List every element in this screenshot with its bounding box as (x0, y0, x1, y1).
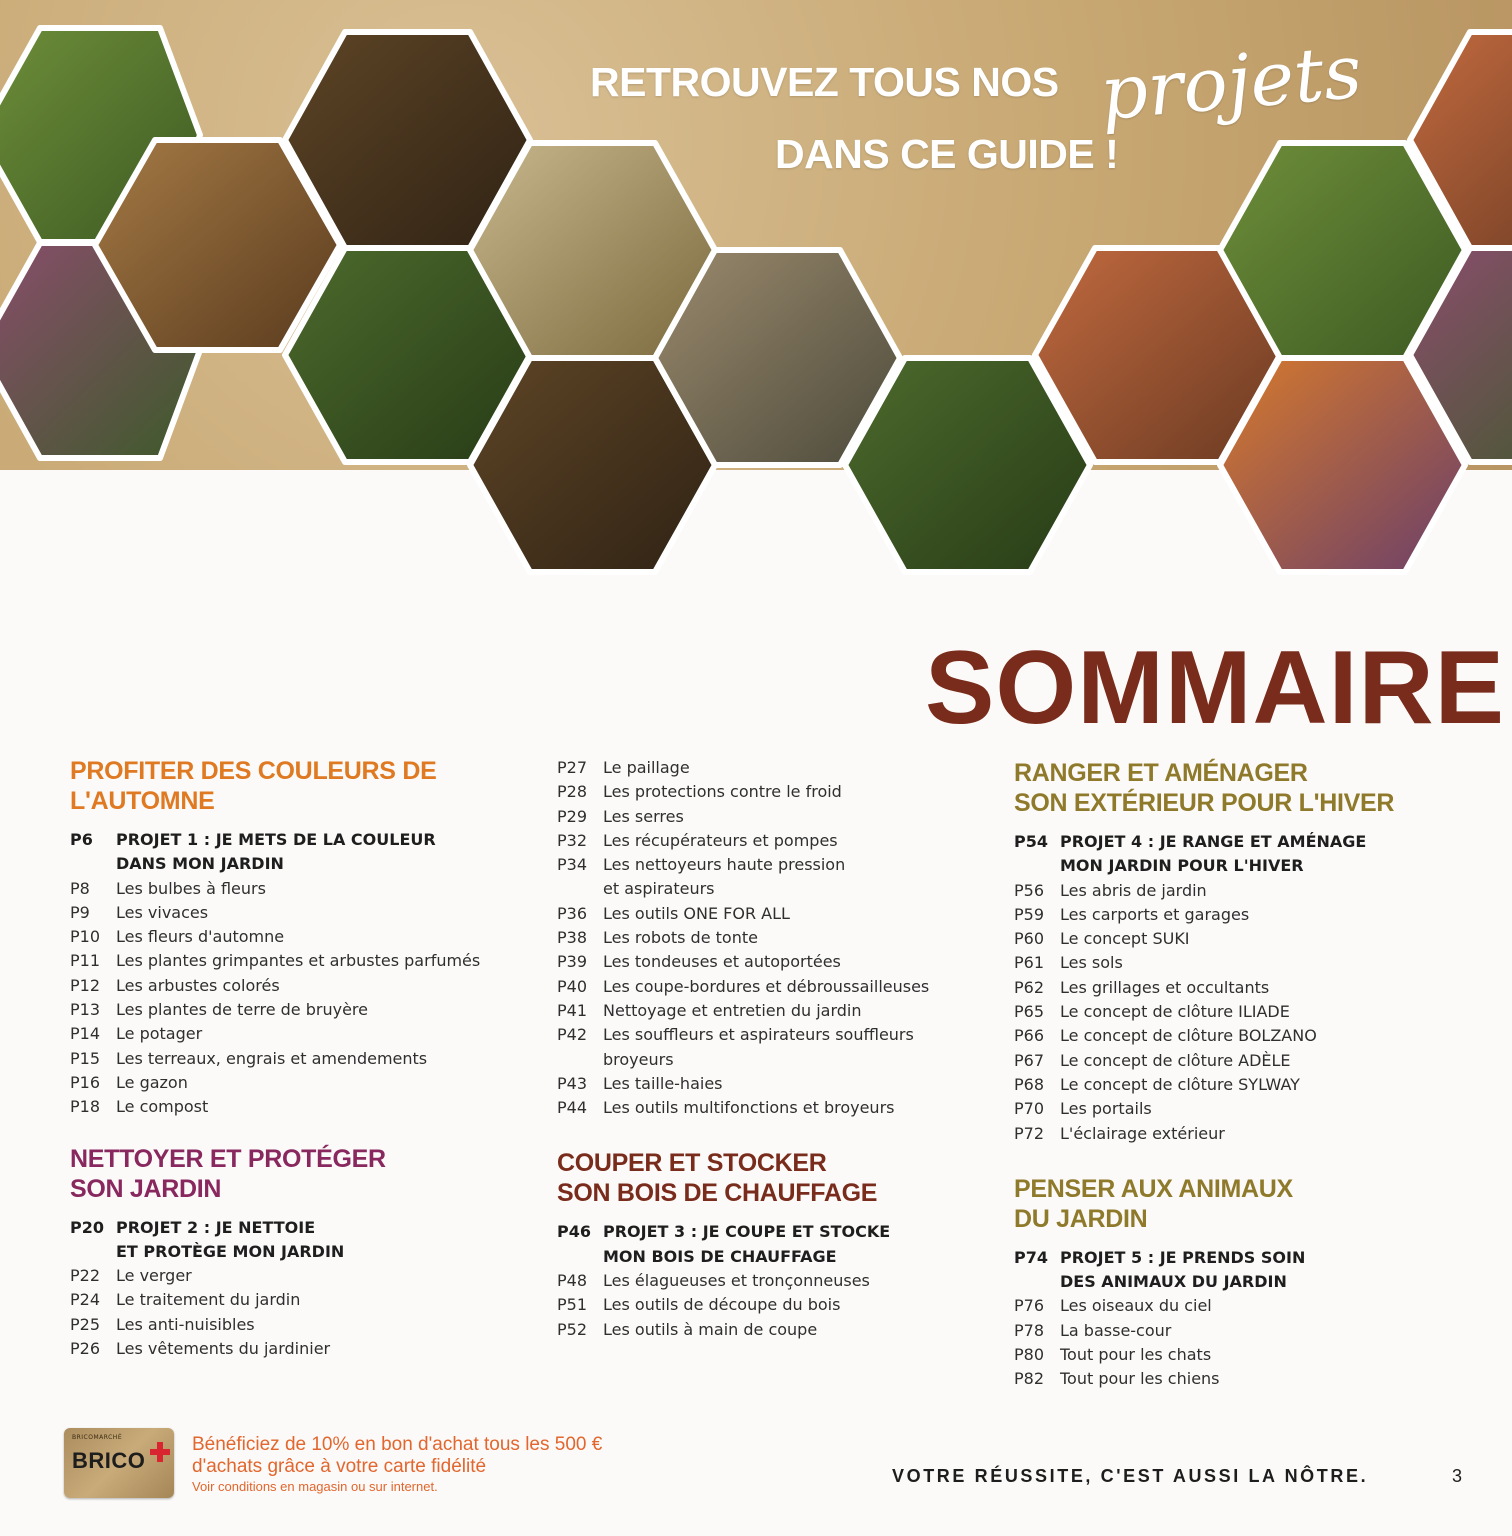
toc-entry (1014, 951, 1484, 975)
toc-page-number: P42 (557, 1025, 588, 1045)
toc-entry (1014, 879, 1484, 903)
toc-entry (1014, 1049, 1484, 1073)
card-mini-brand: BRICOMARCHÉ (72, 1434, 123, 1441)
toc-entry-text: Les fleurs d'automne (116, 927, 285, 947)
toc-entry (1014, 1073, 1484, 1097)
toc-page-number: P39 (557, 952, 588, 972)
toc-entry-text: Les carports et garages (1060, 904, 1250, 924)
toc-entry-text: Les terreaux, engrais et amendements (116, 1048, 428, 1068)
toc-entry-text: Le concept SUKI (1060, 929, 1190, 949)
toc-page-number: P38 (557, 928, 588, 948)
section-title-winter: RANGER ET AMÉNAGER SON EXTÉRIEUR POUR L'HIVER (1014, 759, 1395, 817)
toc-entry (70, 901, 540, 925)
banner-title (590, 59, 1119, 177)
toc-page-number: P20 (70, 1217, 104, 1237)
toc-page-number: P24 (70, 1290, 101, 1310)
toc-entry-text: Nettoyage et entretien du jardin (603, 1000, 862, 1020)
toc-entry (70, 974, 540, 998)
toc-entry (557, 975, 977, 999)
toc-entry-text: PROJET 4 : JE RANGE ET AMÉNAGE MON JARDIN POUR L'HIVER (1060, 832, 1367, 876)
section-title-autumn: PROFITER DES COULEURS DE L'AUTOMNE (70, 757, 437, 815)
toc-page-number: P61 (1014, 953, 1045, 973)
toc-page-number: P27 (557, 758, 588, 777)
toc-entry-text: Les anti-nuisibles (116, 1314, 255, 1334)
toc-page-number: P22 (70, 1266, 101, 1286)
toc-entry (1014, 1000, 1484, 1024)
toc-entry (70, 1264, 540, 1288)
toc-page-number: P13 (70, 1000, 101, 1020)
toc-entry (1014, 1343, 1484, 1367)
toc-page-number: P70 (1014, 1099, 1045, 1119)
banner-script-word: projets (1096, 28, 1365, 138)
toc-entry (70, 925, 540, 949)
toc-entry (1014, 927, 1484, 951)
toc-page-number: P6 (70, 830, 93, 849)
toc-entry-text: Le potager (116, 1024, 203, 1044)
toc-entry (1014, 1319, 1484, 1343)
toc-entry (557, 1293, 977, 1317)
toc-page-number: P66 (1014, 1026, 1045, 1046)
toc-entry-text: Les portails (1060, 1099, 1152, 1119)
toc-entry (557, 926, 977, 950)
toc-page-number: P43 (557, 1073, 588, 1093)
toc-entry (557, 756, 977, 780)
toc-page-number: P67 (1014, 1050, 1045, 1070)
section-title-firewood: COUPER ET STOCKER SON BOIS DE CHAUFFAGE (557, 1149, 878, 1208)
toc-page-number: P52 (557, 1319, 588, 1339)
toc-page-number: P14 (70, 1024, 101, 1044)
toc-entry-text: Les coupe-bordures et débroussailleuses (603, 976, 930, 996)
toc-page-number: P76 (1014, 1296, 1045, 1316)
toc-page-number: P65 (1014, 1002, 1045, 1022)
toc-page-number: P72 (1014, 1123, 1045, 1143)
toc-entry-text: Les récupérateurs et pompes (603, 830, 838, 850)
section-list-firewood (557, 1220, 977, 1341)
toc-page-number: P9 (70, 902, 90, 922)
toc-page-number: P68 (1014, 1074, 1045, 1094)
toc-entry (1014, 1097, 1484, 1121)
toc-entry (70, 949, 540, 973)
toc-entry-text: Les vivaces (116, 902, 209, 922)
page-title: SOMMAIRE (925, 630, 1505, 746)
toc-entry-text: Les plantes de terre de bruyère (116, 1000, 368, 1020)
toc-page-number: P29 (557, 806, 588, 826)
toc-entry (70, 828, 540, 877)
toc-entry-text: Le concept de clôture ILIADE (1060, 1002, 1290, 1022)
toc-page-number: P11 (70, 951, 101, 971)
toc-page-number: P36 (557, 903, 588, 923)
toc-entry (1014, 1122, 1484, 1146)
toc-entry-text: Les grillages et occultants (1060, 977, 1270, 997)
toc-entry (1014, 1294, 1484, 1318)
promo-line-1: Bénéficiez de 10% en bon d'achat tous les 500 € (192, 1434, 603, 1455)
toc-page-number: P41 (557, 1000, 588, 1020)
toc-entry (70, 1047, 540, 1071)
toc-entry (70, 1022, 540, 1046)
toc-page-number: P34 (557, 855, 588, 875)
toc-entry-text: Les sols (1060, 953, 1123, 973)
column-left (70, 756, 540, 1361)
toc-page-number: P82 (1014, 1369, 1045, 1389)
toc-entry-text: Les outils multifonctions et broyeurs (603, 1098, 895, 1118)
toc-entry-text: Le compost (116, 1097, 209, 1117)
section-list-clean-protect (70, 1216, 540, 1362)
toc-entry (70, 1313, 540, 1337)
toc-entry-text: Le concept de clôture ADÈLE (1060, 1050, 1291, 1070)
section-list-winter (1014, 830, 1484, 1146)
toc-entry-text: Le gazon (116, 1072, 188, 1092)
toc-entry (557, 780, 977, 804)
card-brand: BRICO (72, 1448, 146, 1473)
toc-entry-text: Les robots de tonte (603, 928, 758, 948)
loyalty-promo (192, 1434, 602, 1496)
toc-entry-text: Les vêtements du jardinier (116, 1339, 331, 1359)
toc-entry (1014, 830, 1484, 879)
toc-page-number: P8 (70, 878, 90, 898)
toc-entry (1014, 1367, 1484, 1391)
toc-page-number: P32 (557, 830, 588, 850)
column-middle (557, 756, 977, 1342)
toc-entry (70, 877, 540, 901)
toc-page-number: P80 (1014, 1345, 1045, 1365)
toc-entry (557, 853, 977, 902)
banner-line-2: DANS CE GUIDE ! (775, 131, 1119, 177)
toc-entry-text: L'éclairage extérieur (1060, 1123, 1225, 1143)
plus-icon (150, 1442, 170, 1462)
toc-entry-text: Les protections contre le froid (603, 782, 842, 802)
toc-entry-text: Les outils ONE FOR ALL (603, 903, 790, 923)
toc-page-number: P48 (557, 1271, 588, 1291)
loyalty-card (64, 1428, 174, 1498)
toc-entry-text: Les arbustes colorés (116, 975, 280, 995)
toc-page-number: P46 (557, 1222, 591, 1242)
toc-page-number: P44 (557, 1098, 588, 1118)
toc-entry (557, 1269, 977, 1293)
toc-entry-text: Les élagueuses et tronçonneuses (603, 1271, 870, 1291)
toc-entry (70, 1095, 540, 1119)
toc-entry-text: Les tondeuses et autoportées (603, 952, 841, 972)
toc-entry-text: Tout pour les chats (1060, 1345, 1212, 1365)
toc-entry-text: Les abris de jardin (1060, 880, 1207, 900)
toc-page-number: P78 (1014, 1320, 1045, 1340)
toc-entry-text: Les oiseaux du ciel (1060, 1296, 1212, 1316)
toc-entry (70, 1288, 540, 1312)
toc-entry (1014, 1024, 1484, 1048)
section-title-clean-protect: NETTOYER ET PROTÉGER SON JARDIN (70, 1144, 386, 1203)
toc-page-number: P12 (70, 975, 101, 995)
toc-entry (557, 902, 977, 926)
toc-page-number: P10 (70, 927, 101, 947)
toc-entry (1014, 1246, 1484, 1295)
toc-entry (557, 829, 977, 853)
toc-page-number: P16 (70, 1072, 101, 1092)
toc-entry (557, 1023, 977, 1072)
toc-entry-text: PROJET 1 : JE METS DE LA COULEUR DANS MON JARDIN (116, 830, 436, 874)
toc-entry-text: Le verger (116, 1266, 192, 1286)
toc-entry-text: Le concept de clôture SYLWAY (1060, 1074, 1300, 1094)
toc-page-number: P54 (1014, 832, 1048, 851)
toc-entry (557, 1096, 977, 1120)
toc-entry-text: PROJET 2 : JE NETTOIE ET PROTÈGE MON JARDIN (116, 1217, 345, 1261)
toc-entry-text: Le paillage (603, 758, 690, 777)
toc-entry-text: Les taille-haies (603, 1073, 723, 1093)
section-list-animals (1014, 1246, 1484, 1392)
toc-entry-text: Les serres (603, 806, 684, 826)
toc-entry-text: PROJET 5 : JE PRENDS SOIN DES ANIMAUX DU JARDIN (1060, 1247, 1306, 1292)
toc-entry-text: Le traitement du jardin (116, 1290, 301, 1310)
toc-entry (557, 950, 977, 974)
toc-page-number: P60 (1014, 929, 1045, 949)
promo-line-2: d'achats grâce à votre carte fidélité (192, 1456, 487, 1477)
toc-entry (557, 1318, 977, 1342)
toc-entry-text: Les plantes grimpantes et arbustes parfumés (116, 951, 481, 971)
toc-page-number: P51 (557, 1295, 588, 1315)
toc-entry-text: Les souffleurs et aspirateurs souffleurs broyeurs (603, 1025, 914, 1069)
toc-page-number: P28 (557, 782, 588, 802)
toc-entry (70, 1071, 540, 1095)
toc-entry (557, 805, 977, 829)
toc-entry (70, 1337, 540, 1361)
toc-entry-text: Tout pour les chiens (1060, 1369, 1220, 1389)
toc-entry (557, 1072, 977, 1096)
section-list-clean-protect-continued (557, 756, 977, 1120)
toc-page-number: P59 (1014, 904, 1045, 924)
toc-entry (70, 998, 540, 1022)
toc-entry-text: Les nettoyeurs haute pression et aspirateurs (603, 855, 846, 899)
toc-page-number: P18 (70, 1097, 101, 1117)
toc-entry-text: Le concept de clôture BOLZANO (1060, 1026, 1317, 1046)
column-right (1014, 758, 1484, 1392)
toc-entry (557, 999, 977, 1023)
section-title-animals: PENSER AUX ANIMAUX DU JARDIN (1014, 1174, 1293, 1233)
toc-page-number: P26 (70, 1339, 101, 1359)
toc-entry-text: Les bulbes à fleurs (116, 878, 266, 898)
toc-entry-text: Les outils de découpe du bois (603, 1295, 841, 1315)
slogan: VOTRE RÉUSSITE, C'EST AUSSI LA NÔTRE. (892, 1466, 1369, 1486)
toc-page-number: P56 (1014, 880, 1045, 900)
section-list-autumn (70, 828, 540, 1120)
toc-entry (557, 1220, 977, 1269)
toc-entry (1014, 903, 1484, 927)
toc-page-number: P15 (70, 1048, 101, 1068)
toc-page-number: P40 (557, 976, 588, 996)
toc-page-number: P74 (1014, 1247, 1048, 1267)
toc-page-number: P25 (70, 1314, 101, 1334)
banner-line-1: RETROUVEZ TOUS NOS (590, 59, 1059, 105)
toc-entry-text: Les outils à main de coupe (603, 1319, 818, 1339)
toc-entry-text: PROJET 3 : JE COUPE ET STOCKE MON BOIS DE CHAUFFAGE (603, 1222, 891, 1266)
toc-entry (70, 1216, 540, 1265)
toc-entry (1014, 976, 1484, 1000)
toc-page-number: P62 (1014, 977, 1045, 997)
promo-conditions: Voir conditions en magasin ou sur internet. (192, 1479, 438, 1494)
page-number: 3 (1452, 1466, 1463, 1486)
toc-entry-text: La basse-cour (1060, 1320, 1172, 1340)
